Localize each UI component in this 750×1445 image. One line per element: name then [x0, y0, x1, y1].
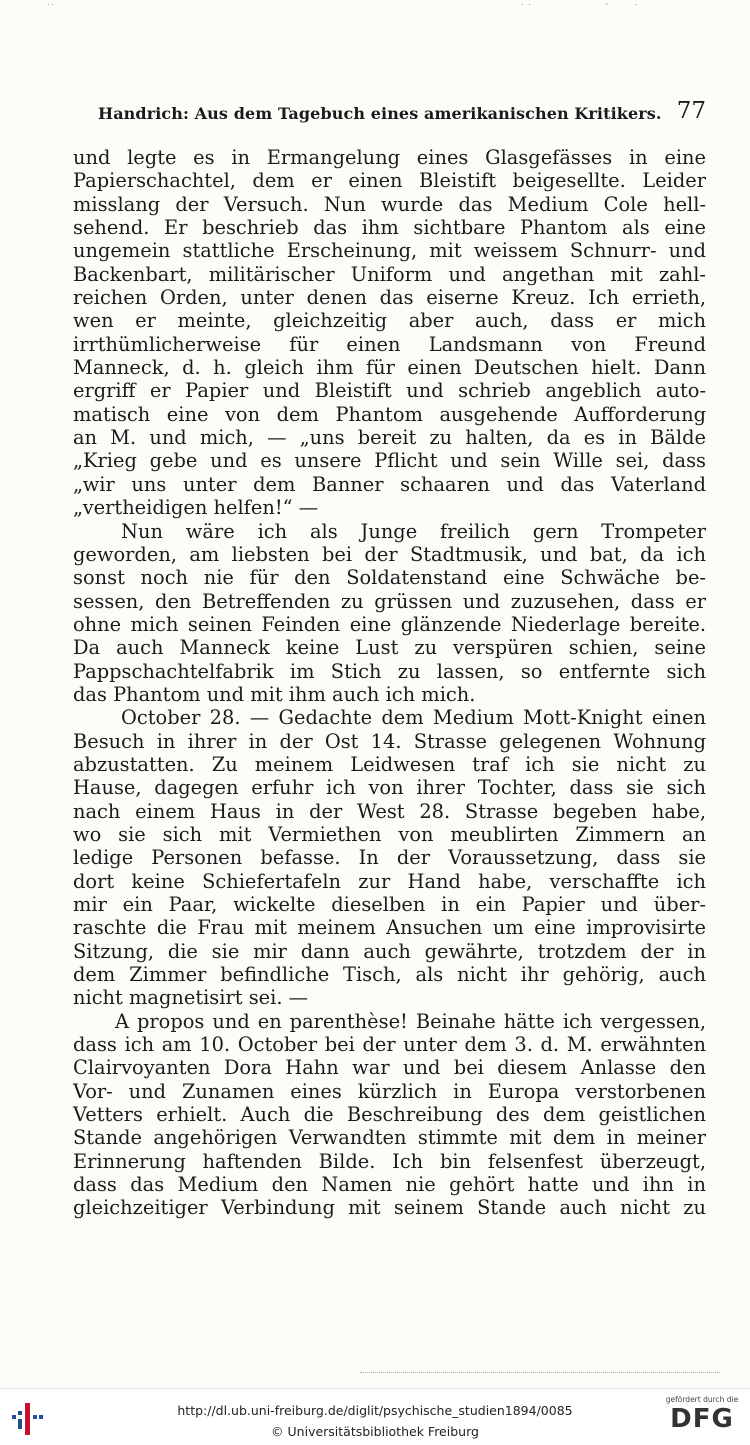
text-line: „vertheidigen helfen!“ —	[73, 496, 319, 520]
text-line: mir ein Paar, wickelte dieselben in ein Papier und über-	[73, 893, 706, 916]
text-line: Vetters erhielt. Auch die Beschreibung des dem geistlichen	[73, 1103, 706, 1127]
text-line: Backenbart, militärischer Uniform und angethan mit zahl-	[73, 262, 706, 286]
text-line: sessen, den Betreffenden zu grüssen und zuzusehen, dass er	[73, 589, 706, 613]
running-header	[98, 98, 710, 128]
text-line: ungemein stattliche Erscheinung, mit weissem Schnurr- und	[73, 239, 706, 263]
text-line: ledige Personen befasse. In der Voraussetzung, dass sie	[73, 846, 706, 870]
text-line: dass ich am 10. October bei der unter dem 3. d. M. erwähnten	[73, 1033, 706, 1057]
text-line: Vor- und Zunamen eines kürzlich in Europa verstorbenen	[73, 1079, 706, 1103]
text-line: dass das Medium den Namen nie gehört hatte und ihn in	[73, 1173, 706, 1197]
text-line: irrthümlicherweise für einen Landsmann von Freund	[73, 332, 706, 356]
text-line: raschte die Frau mit meinem Ansuchen um eine improvisirte	[73, 916, 706, 940]
scan-edge-marks: ˙˙ ˙ ˙ ` ˙	[46, 4, 639, 14]
text-line: matisch eine von dem Phantom ausgehende Aufforderung	[73, 402, 706, 426]
text-line: sonst noch nie für den Soldatenstand eine Schwäche be-	[73, 566, 706, 590]
text-line: an M. und mich, — „uns bereit zu halten, da es in Bälde	[73, 426, 706, 450]
text-line: Stande angehörigen Verwandten stimmte mit dem in meiner	[73, 1126, 706, 1150]
viewer-footer	[0, 1388, 750, 1445]
text-line: Manneck, d. h. gleich ihm für einen Deutschen hielt. Dann	[73, 356, 706, 380]
page-body-text	[73, 146, 706, 1220]
text-line: und legte es in Ermangelung eines Glasgefässes in eine	[73, 146, 706, 169]
text-line: abzustatten. Zu meinem Leidwesen traf ich sie nicht zu	[73, 752, 706, 776]
funder-text: gefördert durch die	[665, 1395, 739, 1404]
text-line: dort keine Schiefertafeln zur Hand habe, verschaffte ich	[73, 869, 706, 893]
text-line: A propos und en parenthèse! Beinahe hätte ich vergessen,	[115, 1009, 706, 1033]
text-line: Besuch in ihrer in der Ost 14. Strasse gelegenen Wohnung	[73, 729, 706, 753]
scan-bottom-marks	[360, 1372, 720, 1379]
text-line: misslang der Versuch. Nun wurde das Medium Cole hell-	[73, 192, 706, 216]
running-title: Handrich: Aus dem Tagebuch eines amerikanischen Kritikers.	[98, 104, 662, 123]
text-line: geworden, am liebsten bei der Stadtmusik, und bat, da ich	[73, 542, 706, 566]
text-line: das Phantom und mit ihm auch ich mich.	[73, 682, 476, 706]
text-line: Pappschachtelfabrik im Stich zu lassen, so entfernte sich	[73, 659, 706, 683]
text-line: Da auch Manneck keine Lust zu verspüren schien, seine	[73, 636, 706, 660]
text-line: Nun wäre ich als Junge freilich gern Trompeter	[121, 519, 706, 543]
text-line: Sitzung, die sie mir dann auch gewährte, trotzdem der in	[73, 939, 706, 963]
text-line: ohne mich seinen Feinden eine glänzende Niederlage bereite.	[73, 612, 706, 636]
dfg-logo-text: DFG	[670, 1404, 734, 1434]
page-number: 77	[676, 98, 706, 124]
permalink-url[interactable]: http://dl.ub.uni-freiburg.de/diglit/psychische_studien1894/0085	[177, 1403, 573, 1418]
text-line: dem Zimmer befindliche Tisch, als nicht ihr gehörig, auch	[73, 963, 706, 987]
text-line: Hause, dagegen erfuhr ich von ihrer Tochter, dass sie sich	[73, 776, 706, 800]
dfg-logo	[662, 1395, 742, 1441]
text-line: sehend. Er beschrieb das ihm sichtbare Phantom als eine	[73, 216, 706, 240]
text-line: „Krieg gebe und es unsere Pflicht und sein Wille sei, dass	[73, 449, 706, 473]
text-line: Clairvoyanten Dora Hahn war und bei diesem Anlasse den	[73, 1056, 706, 1080]
text-line: Erinnerung haftenden Bilde. Ich bin felsenfest überzeugt,	[73, 1149, 706, 1173]
text-line: wo sie sich mit Vermiethen von meublirten Zimmern an	[73, 822, 706, 846]
copyright-notice: © Universitätsbibliothek Freiburg	[271, 1424, 479, 1439]
text-line: wen er meinte, gleichzeitig aber auch, dass er mich	[73, 309, 706, 333]
text-line: nach einem Haus in der West 28. Strasse begeben habe,	[73, 799, 706, 823]
text-line: October 28. — Gedachte dem Medium Mott-Knight einen	[121, 706, 706, 730]
text-line: gleichzeitiger Verbindung mit seinem Stande auch nicht zu	[73, 1196, 706, 1220]
text-line: reichen Orden, unter denen das eiserne Kreuz. Ich errieth,	[73, 286, 706, 310]
text-line: „wir uns unter dem Banner schaaren und das Vaterland	[73, 472, 706, 496]
text-line: ergriff er Papier und Bleistift und schrieb angeblich auto-	[73, 379, 706, 403]
text-line: nicht magnetisirt sei. —	[73, 986, 309, 1010]
text-line: Papierschachtel, dem er einen Bleistift beigesellte. Leider	[73, 169, 706, 193]
